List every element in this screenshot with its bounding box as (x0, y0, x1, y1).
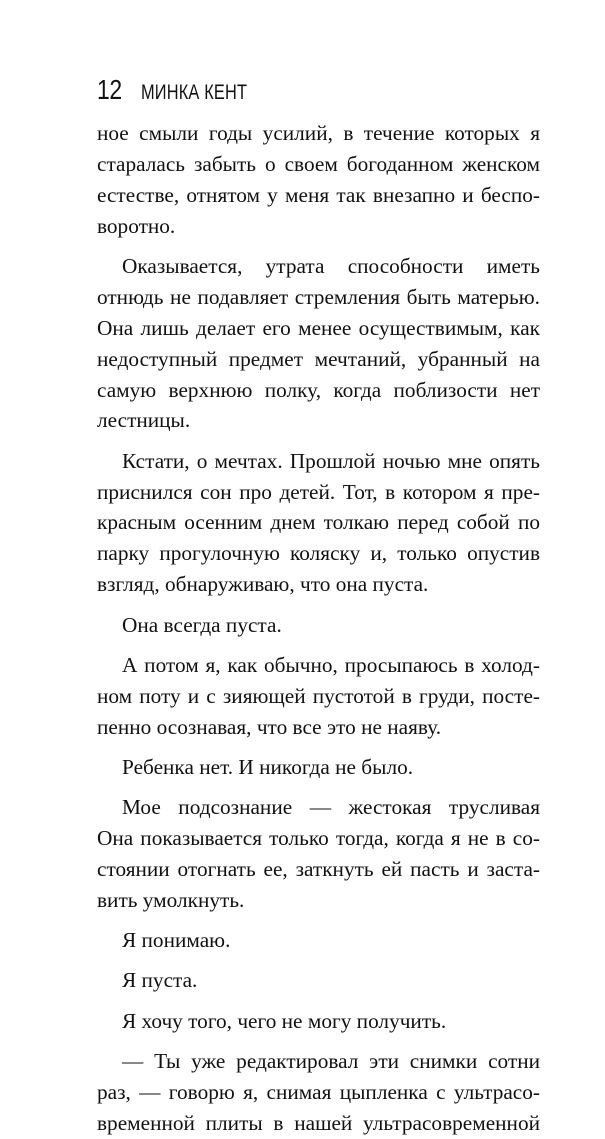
text-line: Ребенка нет. И никогда не было. (122, 754, 414, 779)
paragraph (97, 610, 540, 641)
text-line: Она показывается только тогда, когда я не в со- (97, 826, 540, 851)
text-line: Я пуста. (122, 968, 198, 993)
text-line: воротно. (97, 213, 176, 238)
text-line: взгляд, обнаруживаю, что она пуста. (97, 572, 429, 597)
text-line: Оказывается, утрата способности иметь (122, 253, 540, 278)
text-line: недоступный предмет мечтаний, убранный на (97, 346, 540, 371)
text-line: естестве, отнятом у меня так внезапно и беспо- (97, 182, 540, 207)
text-line: Кстати, о мечтах. Прошлой ночью мне опять (122, 448, 540, 473)
text-line: Мое подсознание — жестокая трусливая (122, 795, 540, 820)
text-line: А потом я, как обычно, просыпаюсь в холод- (122, 652, 540, 677)
text-line: Она лишь делает его менее осуществимым, как (97, 315, 540, 340)
text-line: приснился сон про детей. Тот, в котором я пре- (97, 479, 540, 504)
text-line: Я понимаю. (122, 928, 231, 953)
paragraph (97, 1006, 540, 1037)
paragraph (97, 792, 540, 916)
paragraph (97, 752, 540, 783)
page-number: 12 (97, 74, 122, 105)
text-line: старалась забыть о своем богоданном женском (97, 151, 540, 176)
text-line: вить умолкнуть. (97, 887, 245, 912)
text-line: Я хочу того, чего не могу получить. (122, 1008, 447, 1033)
text-line: ном поту и с зияющей пустотой в груди, посте- (97, 683, 540, 708)
text-line: ное смыли годы усилий, в течение которых я (97, 121, 540, 145)
text-line: стоянии отогнать ее, заткнуть ей пасть и заста- (97, 856, 540, 881)
text-line: временной плиты в нашей ультрасовременной (97, 1110, 540, 1135)
paragraph (97, 925, 540, 956)
paragraph (97, 118, 540, 242)
text-line: раз, — говорю я, снимая цыпленка с ультрасо- (97, 1079, 540, 1104)
text-line: пенно осознавая, что все это не наяву. (97, 714, 442, 739)
text-line: отнюдь не подавляет стремления быть матерью. (97, 284, 540, 309)
paragraph (97, 251, 540, 436)
page-header (97, 74, 277, 114)
paragraph (97, 650, 540, 743)
text-line: лестницы. (97, 408, 191, 433)
running-head-author: МИНКА КЕНТ (141, 81, 248, 104)
paragraph (97, 965, 540, 996)
text-line: красным осенним днем толкаю перед собой по (97, 510, 540, 535)
text-line: парку прогулочную коляску и, только опустив (97, 541, 540, 566)
paragraph (97, 1046, 540, 1139)
body-text (97, 118, 540, 1139)
text-line: самую верхнюю полку, когда поблизости нет (97, 377, 540, 402)
text-line: — Ты уже редактировал эти снимки сотни (122, 1048, 540, 1073)
paragraph (97, 446, 540, 600)
text-line: Она всегда пуста. (122, 612, 282, 637)
